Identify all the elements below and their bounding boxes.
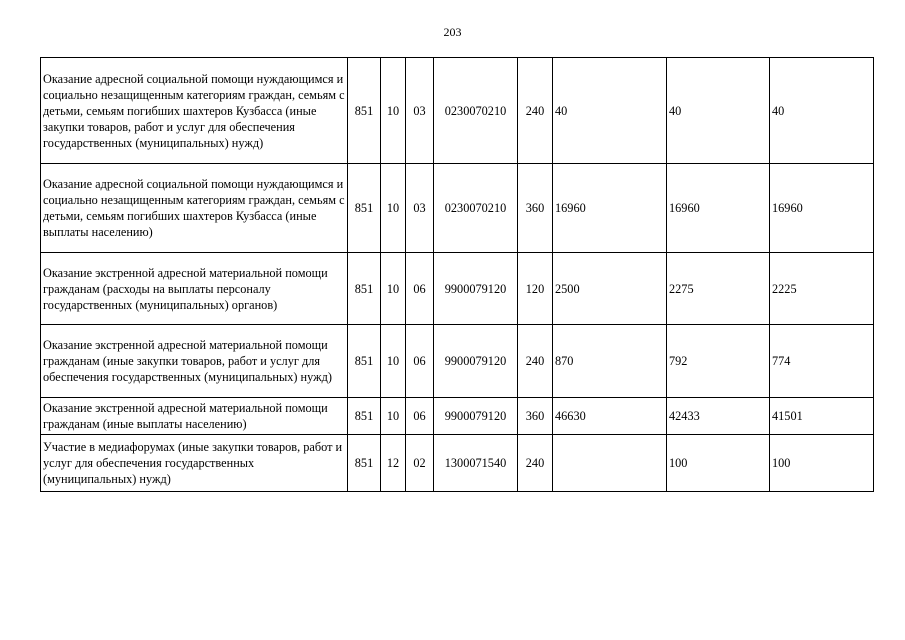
row-section: 10 <box>381 58 406 164</box>
row-target-article: 1300071540 <box>434 435 518 492</box>
row-section: 12 <box>381 435 406 492</box>
row-expense-type: 120 <box>518 253 553 325</box>
row-expense-type: 240 <box>518 58 553 164</box>
row-expense-type: 360 <box>518 164 553 253</box>
table-row <box>41 58 874 164</box>
row-value-2: 2275 <box>667 253 770 325</box>
page-number: 203 <box>443 25 462 39</box>
table-row <box>41 435 874 492</box>
row-section: 10 <box>381 398 406 435</box>
row-expense-type: 240 <box>518 435 553 492</box>
row-value-2: 42433 <box>667 398 770 435</box>
row-value-3: 100 <box>770 435 874 492</box>
row-value-3: 774 <box>770 325 874 398</box>
row-subsection: 06 <box>406 398 434 435</box>
row-value-2: 40 <box>667 58 770 164</box>
row-target-article: 9900079120 <box>434 253 518 325</box>
row-value-2: 16960 <box>667 164 770 253</box>
row-section: 10 <box>381 164 406 253</box>
row-value-3: 41501 <box>770 398 874 435</box>
row-grbs: 851 <box>348 58 381 164</box>
budget-table <box>40 57 874 492</box>
row-section: 10 <box>381 325 406 398</box>
row-grbs: 851 <box>348 164 381 253</box>
row-name: Оказание адресной социальной помощи нуждающимся и социально незащищенным категориям граждан, семьям с детьми, семьям погибших шахтеров Кузбасса (иные выплаты населению) <box>41 164 348 253</box>
table-row <box>41 164 874 253</box>
row-target-article: 9900079120 <box>434 398 518 435</box>
row-value-1: 16960 <box>553 164 667 253</box>
row-expense-type: 240 <box>518 325 553 398</box>
row-subsection: 06 <box>406 325 434 398</box>
row-grbs: 851 <box>348 253 381 325</box>
row-subsection: 06 <box>406 253 434 325</box>
row-value-1 <box>553 435 667 492</box>
table-row <box>41 325 874 398</box>
row-value-3: 16960 <box>770 164 874 253</box>
row-value-2: 100 <box>667 435 770 492</box>
row-value-3: 40 <box>770 58 874 164</box>
row-value-1: 2500 <box>553 253 667 325</box>
row-value-2: 792 <box>667 325 770 398</box>
row-target-article: 0230070210 <box>434 58 518 164</box>
row-name: Оказание адресной социальной помощи нуждающимся и социально незащищенным категориям граждан, семьям с детьми, семьям погибших шахтеров Кузбасса (иные закупки товаров, работ и услуг для обеспечения государственных (муниципальных) нужд) <box>41 58 348 164</box>
row-subsection: 02 <box>406 435 434 492</box>
row-grbs: 851 <box>348 398 381 435</box>
row-grbs: 851 <box>348 325 381 398</box>
row-section: 10 <box>381 253 406 325</box>
row-target-article: 0230070210 <box>434 164 518 253</box>
table-row <box>41 398 874 435</box>
row-name: Оказание экстренной адресной материальной помощи гражданам (иные выплаты населению) <box>41 398 348 435</box>
table-row <box>41 253 874 325</box>
row-subsection: 03 <box>406 58 434 164</box>
row-name: Оказание экстренной адресной материальной помощи гражданам (расходы на выплаты персоналу государственных (муниципальных) органов) <box>41 253 348 325</box>
row-value-3: 2225 <box>770 253 874 325</box>
row-value-1: 46630 <box>553 398 667 435</box>
row-grbs: 851 <box>348 435 381 492</box>
row-value-1: 870 <box>553 325 667 398</box>
row-subsection: 03 <box>406 164 434 253</box>
row-value-1: 40 <box>553 58 667 164</box>
row-name: Участие в медиафорумах (иные закупки товаров, работ и услуг для обеспечения государственных (муниципальных) нужд) <box>41 435 348 492</box>
row-name: Оказание экстренной адресной материальной помощи гражданам (иные закупки товаров, работ и услуг для обеспечения государственных (муниципальных) нужд) <box>41 325 348 398</box>
row-target-article: 9900079120 <box>434 325 518 398</box>
row-expense-type: 360 <box>518 398 553 435</box>
